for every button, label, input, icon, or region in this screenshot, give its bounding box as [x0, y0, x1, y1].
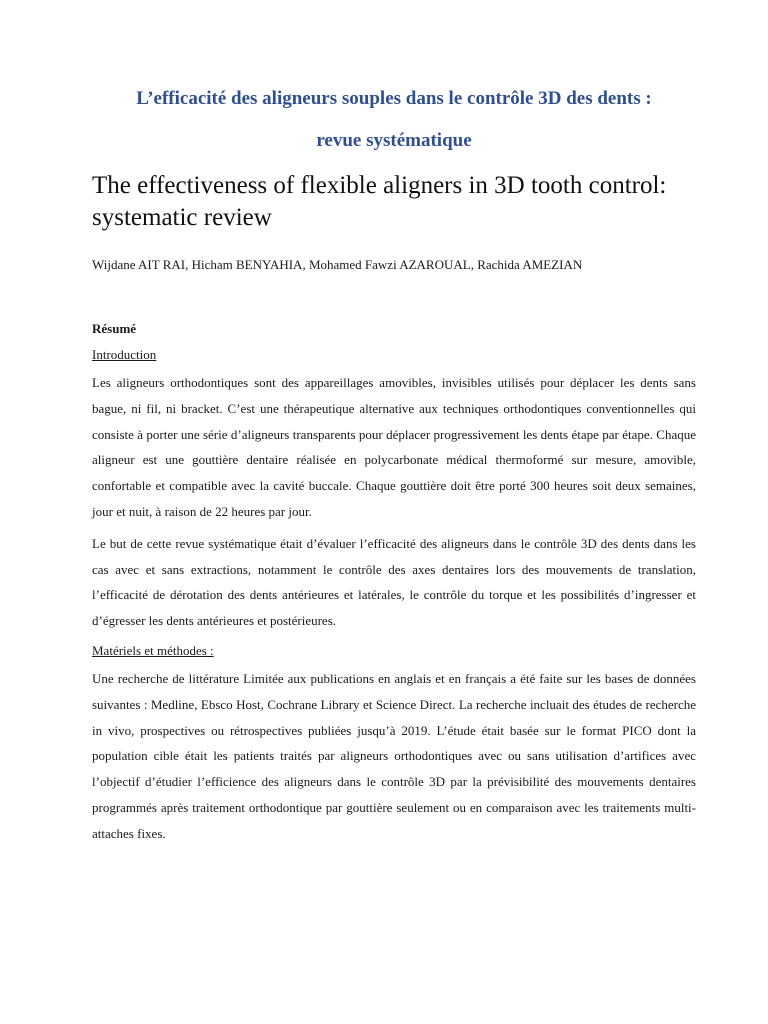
english-title: The effectiveness of flexible aligners in 3D tooth control: systematic review: [92, 172, 667, 231]
french-title: [92, 78, 696, 162]
methods-paragraph-1: Une recherche de littérature Limitée aux publications en anglais et en français a été faite sur les bases de données suivantes : Medline, Ebsco Host, Cochrane Library et Science Direct. La recherche incluait des études de recherche in vivo, prospectives ou rétrospectives publiées jusqu’à 2019. L’étude était basée sur le format PICO dont la population cible était les patients traités par aligneurs orthodontiques avec ou sans utilisation d’artifices avec l’objectif d’étudier l’efficience des aligneurs dans le contrôle 3D par la prévisibilité des mouvements dentaires programmés après traitement orthodontique par gouttière seulement ou en comparaison avec les traitements multi-attaches fixes.: [92, 670, 696, 841]
abstract-heading: Résumé: [92, 321, 137, 336]
introduction-heading: Introduction: [92, 347, 157, 362]
french-title-line-2: revue systématique: [316, 130, 472, 151]
introduction-paragraph-1: Les aligneurs orthodontiques sont des appareillages amovibles, invisibles utilisés pour déplacer les dents sans bague, ni fil, ni bracket. C’est une thérapeutique alternative aux techniques orthodontiques conventionnelles qui consiste à porter une série d’aligneurs transparents pour déplacer progressivement les dents étape par étape. Chaque aligneur est une gouttière dentaire réalisée en polycarbonate médical thermoformé sur mesure, amovible, confortable et compatible avec la cavité buccale. Chaque gouttière doit être porté 300 heures soit deux semaines, jour et nuit, à raison de 22 heures par jour.: [92, 375, 696, 519]
french-title-line-1: L’efficacité des aligneurs souples dans le contrôle 3D des dents :: [136, 88, 652, 109]
authors-line: Wijdane AIT RAI, Hicham BENYAHIA, Mohamed Fawzi AZAROUAL, Rachida AMEZIAN: [92, 257, 583, 272]
document-page: [92, 78, 696, 847]
introduction-paragraph-2: Le but de cette revue systématique était d’évaluer l’efficacité des aligneurs dans le contrôle 3D des dents dans les cas avec et sans extractions, notamment le contrôle des axes dentaires lors des mouvements de translation, l’efficacité de dérotation des dents antérieures et latérales, le contrôle du torque et les possibilités d’ingresser et d’égresser les dents antérieures et postérieures.: [92, 535, 696, 629]
methods-heading: Matériels et méthodes :: [92, 642, 214, 658]
